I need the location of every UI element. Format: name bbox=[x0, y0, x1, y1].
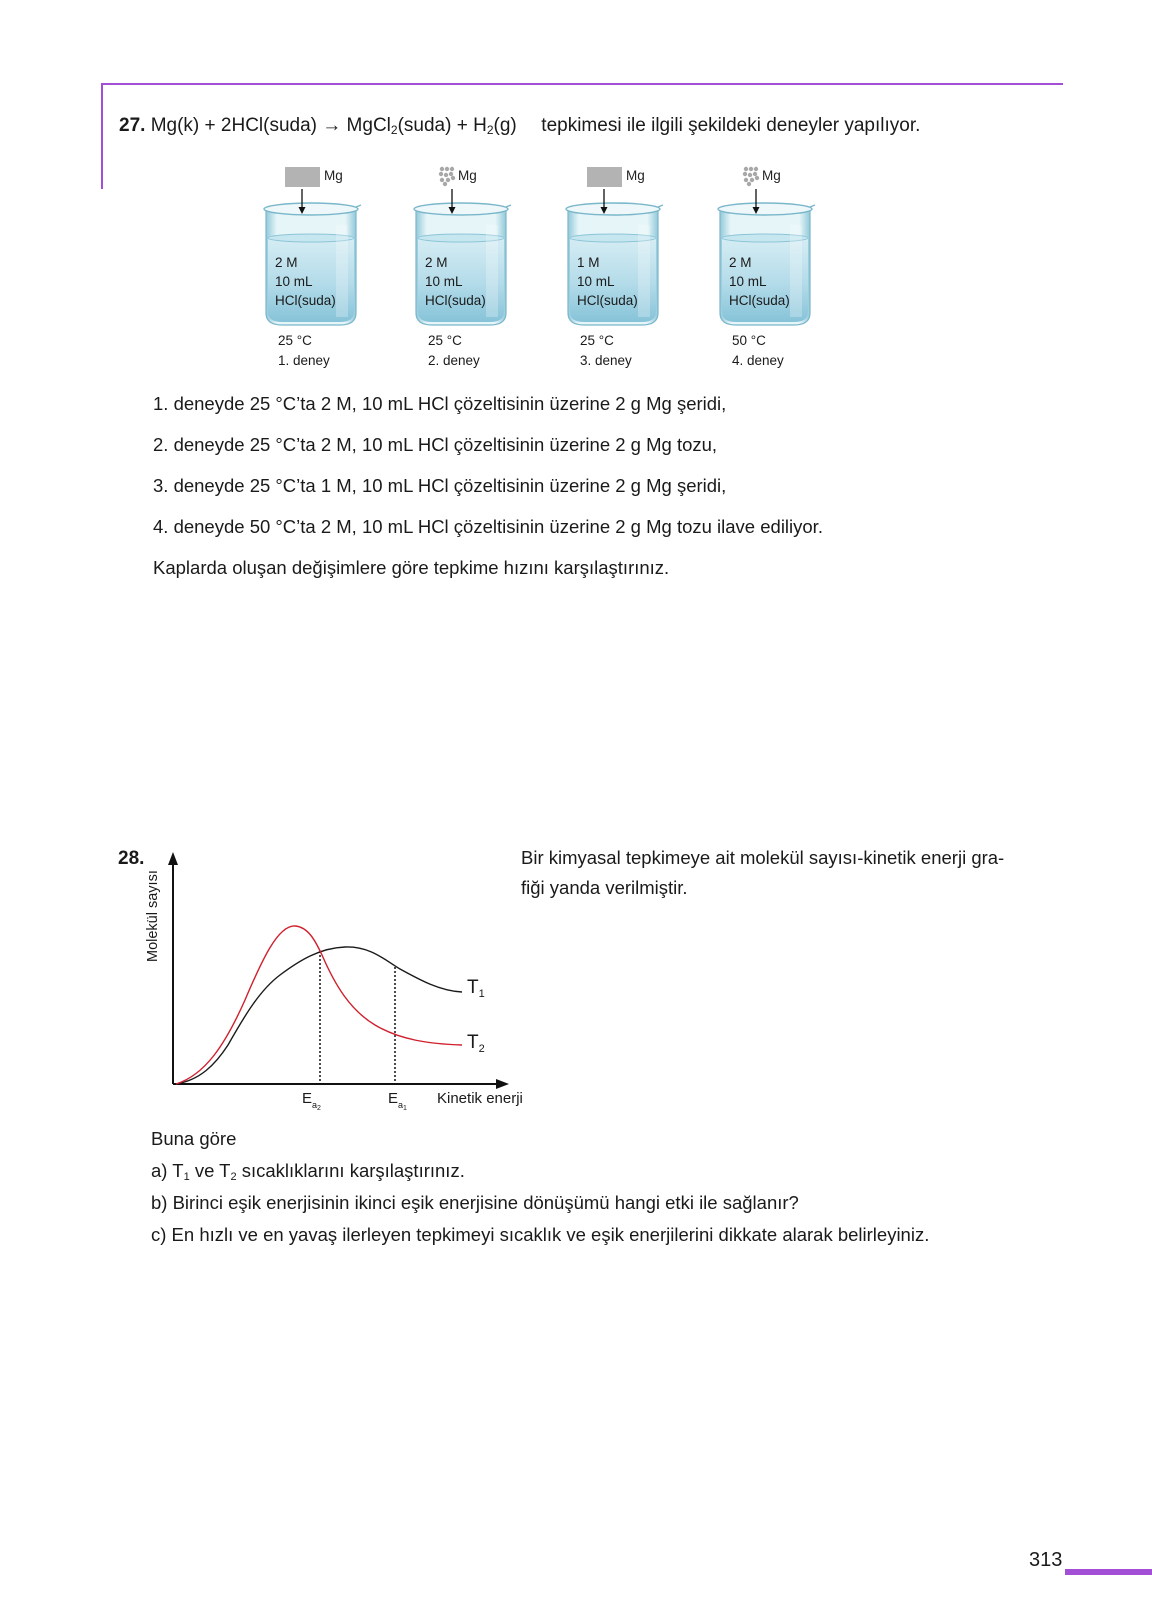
experiment-line-4: 4. deneyde 50 °C’ta 2 M, 10 mL HCl çözeltisinin üzerine 2 g Mg tozu ilave ediliyor. bbox=[153, 516, 823, 537]
reaction-equation: Mg(k) + 2HCl(suda) → MgCl$_2$(suda) + $H_2(g)$ bbox=[150, 115, 517, 137]
question-prompt: Kaplarda oluşan değişimlere göre tepkime hızını karşılaştırınız. bbox=[153, 557, 670, 578]
page-number-accent-bar bbox=[1065, 1569, 1152, 1575]
solution-info: 1 M 10 mL HCl(suda) bbox=[577, 255, 638, 308]
left-accent-rule bbox=[101, 83, 103, 189]
reaction-description: tepkimesi ile ilgili şekildeki deneyler yapılıyor. bbox=[541, 115, 921, 136]
y-axis-arrow-icon bbox=[168, 852, 178, 865]
experiment-conditions: 50 °C 4. deney bbox=[732, 333, 784, 368]
mg-label: Mg bbox=[324, 168, 343, 183]
question-number: 28. bbox=[118, 848, 145, 869]
t1-label: $T_1$ bbox=[467, 977, 485, 1000]
question-number: 27. bbox=[119, 115, 146, 136]
mg-label: Mg bbox=[458, 168, 477, 183]
t1-curve bbox=[176, 947, 462, 1084]
experiment-conditions: 25 °C 1. deney bbox=[278, 333, 330, 368]
part-a: a) $T_1$ ve $T_2$ sıcaklıklarını karşılaştırınız. bbox=[151, 1160, 465, 1183]
experiment-conditions: 25 °C 3. deney bbox=[580, 333, 632, 368]
part-c: c) En hızlı ve en yavaş ilerleyen tepkimeyi sıcaklık ve eşik enerjilerini dikkate alarak belirleyiniz. bbox=[151, 1224, 930, 1245]
experiment-conditions: 25 °C 2. deney bbox=[428, 333, 480, 368]
question-28-parts bbox=[151, 1128, 929, 1256]
kinetic-energy-graph bbox=[140, 840, 530, 1100]
graph-description: Bir kimyasal tepkimeye ait molekül sayısı-kinetik enerji gra- fiği yanda verilmiştir. bbox=[521, 847, 1005, 898]
mg-label: Mg bbox=[626, 168, 645, 183]
solution-info: 2 M 10 mL HCl(suda) bbox=[275, 255, 336, 308]
y-axis-label: Molekül sayısı bbox=[145, 870, 161, 962]
experiment-line-1: 1. deneyde 25 °C’ta 2 M, 10 mL HCl çözeltisinin üzerine 2 g Mg şeridi, bbox=[153, 393, 727, 414]
x-axis-arrow-icon bbox=[496, 1079, 509, 1089]
top-accent-rule bbox=[101, 83, 1063, 85]
x-axis-label: Kinetik enerji bbox=[437, 1090, 523, 1107]
page-number: 313 bbox=[1029, 1549, 1063, 1571]
t2-curve bbox=[176, 926, 462, 1084]
solution-info: 2 M 10 mL HCl(suda) bbox=[729, 255, 790, 308]
ea2-label: $E_{a_2}$ bbox=[302, 1090, 321, 1112]
experiment-line-3: 3. deneyde 25 °C’ta 1 M, 10 mL HCl çözeltisinin üzerine 2 g Mg şeridi, bbox=[153, 475, 727, 496]
mg-label: Mg bbox=[762, 168, 781, 183]
ea1-label: $E_{a_1}$ bbox=[388, 1090, 407, 1112]
intro-text: Buna göre bbox=[151, 1128, 237, 1149]
mg-ribbon-icon bbox=[587, 167, 622, 187]
experiment-descriptions bbox=[153, 393, 823, 598]
mg-ribbon-icon bbox=[285, 167, 320, 187]
question-27-header bbox=[119, 115, 920, 137]
t2-label: $T_2$ bbox=[467, 1032, 485, 1055]
solution-info: 2 M 10 mL HCl(suda) bbox=[425, 255, 486, 308]
part-b: b) Birinci eşik enerjisinin ikinci eşik enerjisine dönüşümü hangi etki ile sağlanır? bbox=[151, 1192, 799, 1213]
experiment-line-2: 2. deneyde 25 °C’ta 2 M, 10 mL HCl çözeltisinin üzerine 2 g Mg tozu, bbox=[153, 434, 718, 455]
